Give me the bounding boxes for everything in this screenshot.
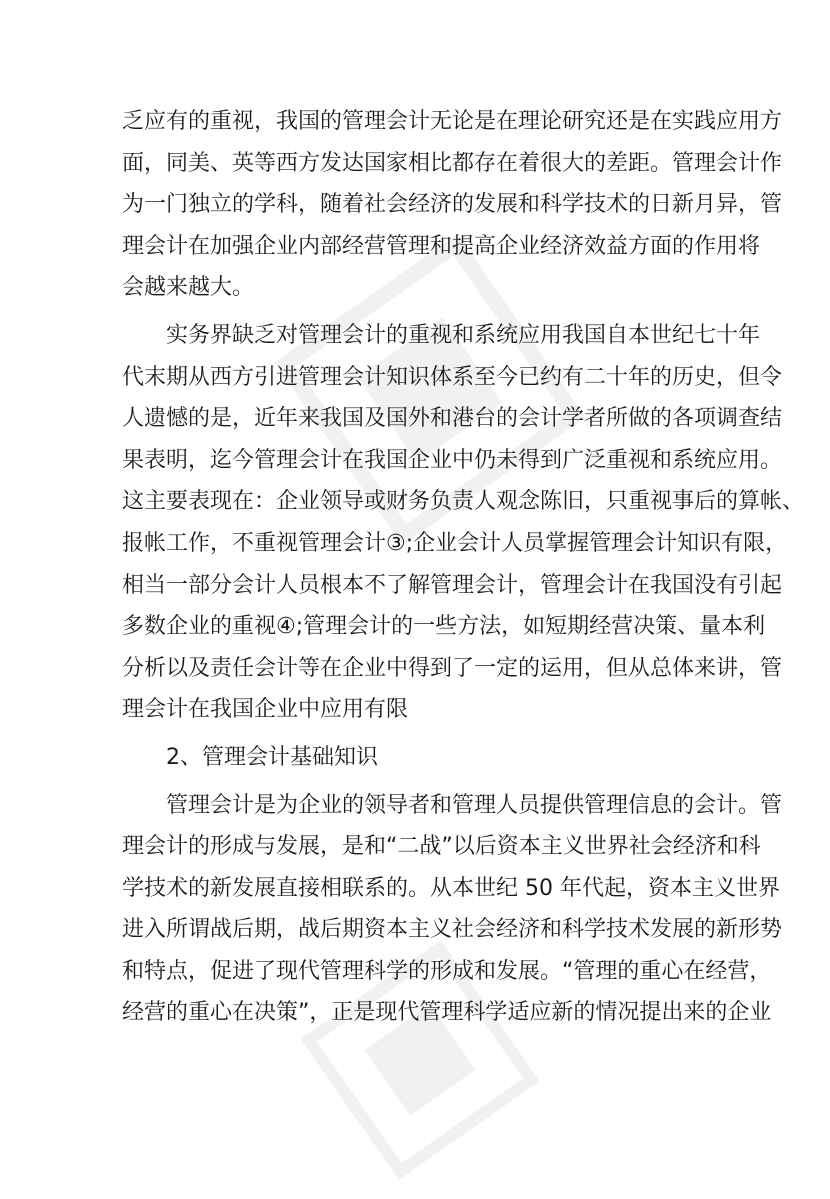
- document-body: [122, 101, 805, 1034]
- text-line: 果表明，迄今管理会计在我国企业中仍未得到广泛重视和系统应用。: [122, 447, 783, 473]
- text-line: 这主要表现在：企业领导或财务负责人观念陈旧，只重视事后的算帐、: [122, 489, 805, 515]
- text-line: 人遗憾的是，近年来我国及国外和港台的会计学者所做的各项调查结: [122, 406, 783, 432]
- text-line: 分析以及责任会计等在企业中得到了一定的运用，但从总体来讲，管: [122, 655, 783, 681]
- text-line: 理会计在我国企业中应用有限: [122, 697, 409, 723]
- text-line: 学技术的新发展直接相联系的。从本世纪 50 年代起，资本主义世界: [122, 875, 780, 901]
- text-line: 理会计在加强企业内部经营管理和提高企业经济效益方面的作用将: [122, 233, 761, 259]
- text-line: 相当一部分会计人员根本不了解管理会计，管理会计在我国没有引起: [122, 572, 783, 598]
- text-line: 会越来越大。: [122, 275, 255, 301]
- text-line: 和特点，促进了现代管理科学的形成和发展。“管理的重心在经营，: [122, 958, 772, 984]
- paragraph: [122, 315, 805, 731]
- text-line: 理会计的形成与发展，是和“二战”以后资本主义世界社会经济和科: [122, 834, 761, 860]
- text-line: 代末期从西方引进管理会计知识体系至今已约有二十年的历史，但令: [122, 364, 783, 390]
- text-line: 2、管理会计基础知识: [166, 744, 378, 770]
- text-line: 多数企业的重视④;管理会计的一些方法，如短期经营决策、量本利: [122, 614, 766, 640]
- text-line: 进入所谓战后期，战后期资本主义社会经济和科学技术发展的新形势: [122, 917, 783, 943]
- text-line: 面，同美、英等西方发达国家相比都存在着很大的差距。管理会计作: [122, 150, 783, 176]
- text-line: 实务界缺乏对管理会计的重视和系统应用我国自本世纪七十年: [166, 322, 761, 348]
- paragraph: [122, 101, 783, 309]
- text-line: 经营的重心在决策”，正是现代管理科学适应新的情况提出来的企业: [122, 1000, 772, 1026]
- text-line: 乏应有的重视，我国的管理会计无论是在理论研究还是在实践应用方: [122, 109, 783, 134]
- paragraph: [122, 785, 783, 1035]
- text-line: 报帐工作，不重视管理会计③;企业会计人员掌握管理会计知识有限，: [122, 530, 788, 556]
- text-line: 为一门独立的学科，随着社会经济的发展和科学技术的日新月异，管: [122, 192, 783, 218]
- text-line: 管理会计是为企业的领导者和管理人员提供管理信息的会计。管: [166, 792, 783, 818]
- section-heading: [122, 737, 702, 779]
